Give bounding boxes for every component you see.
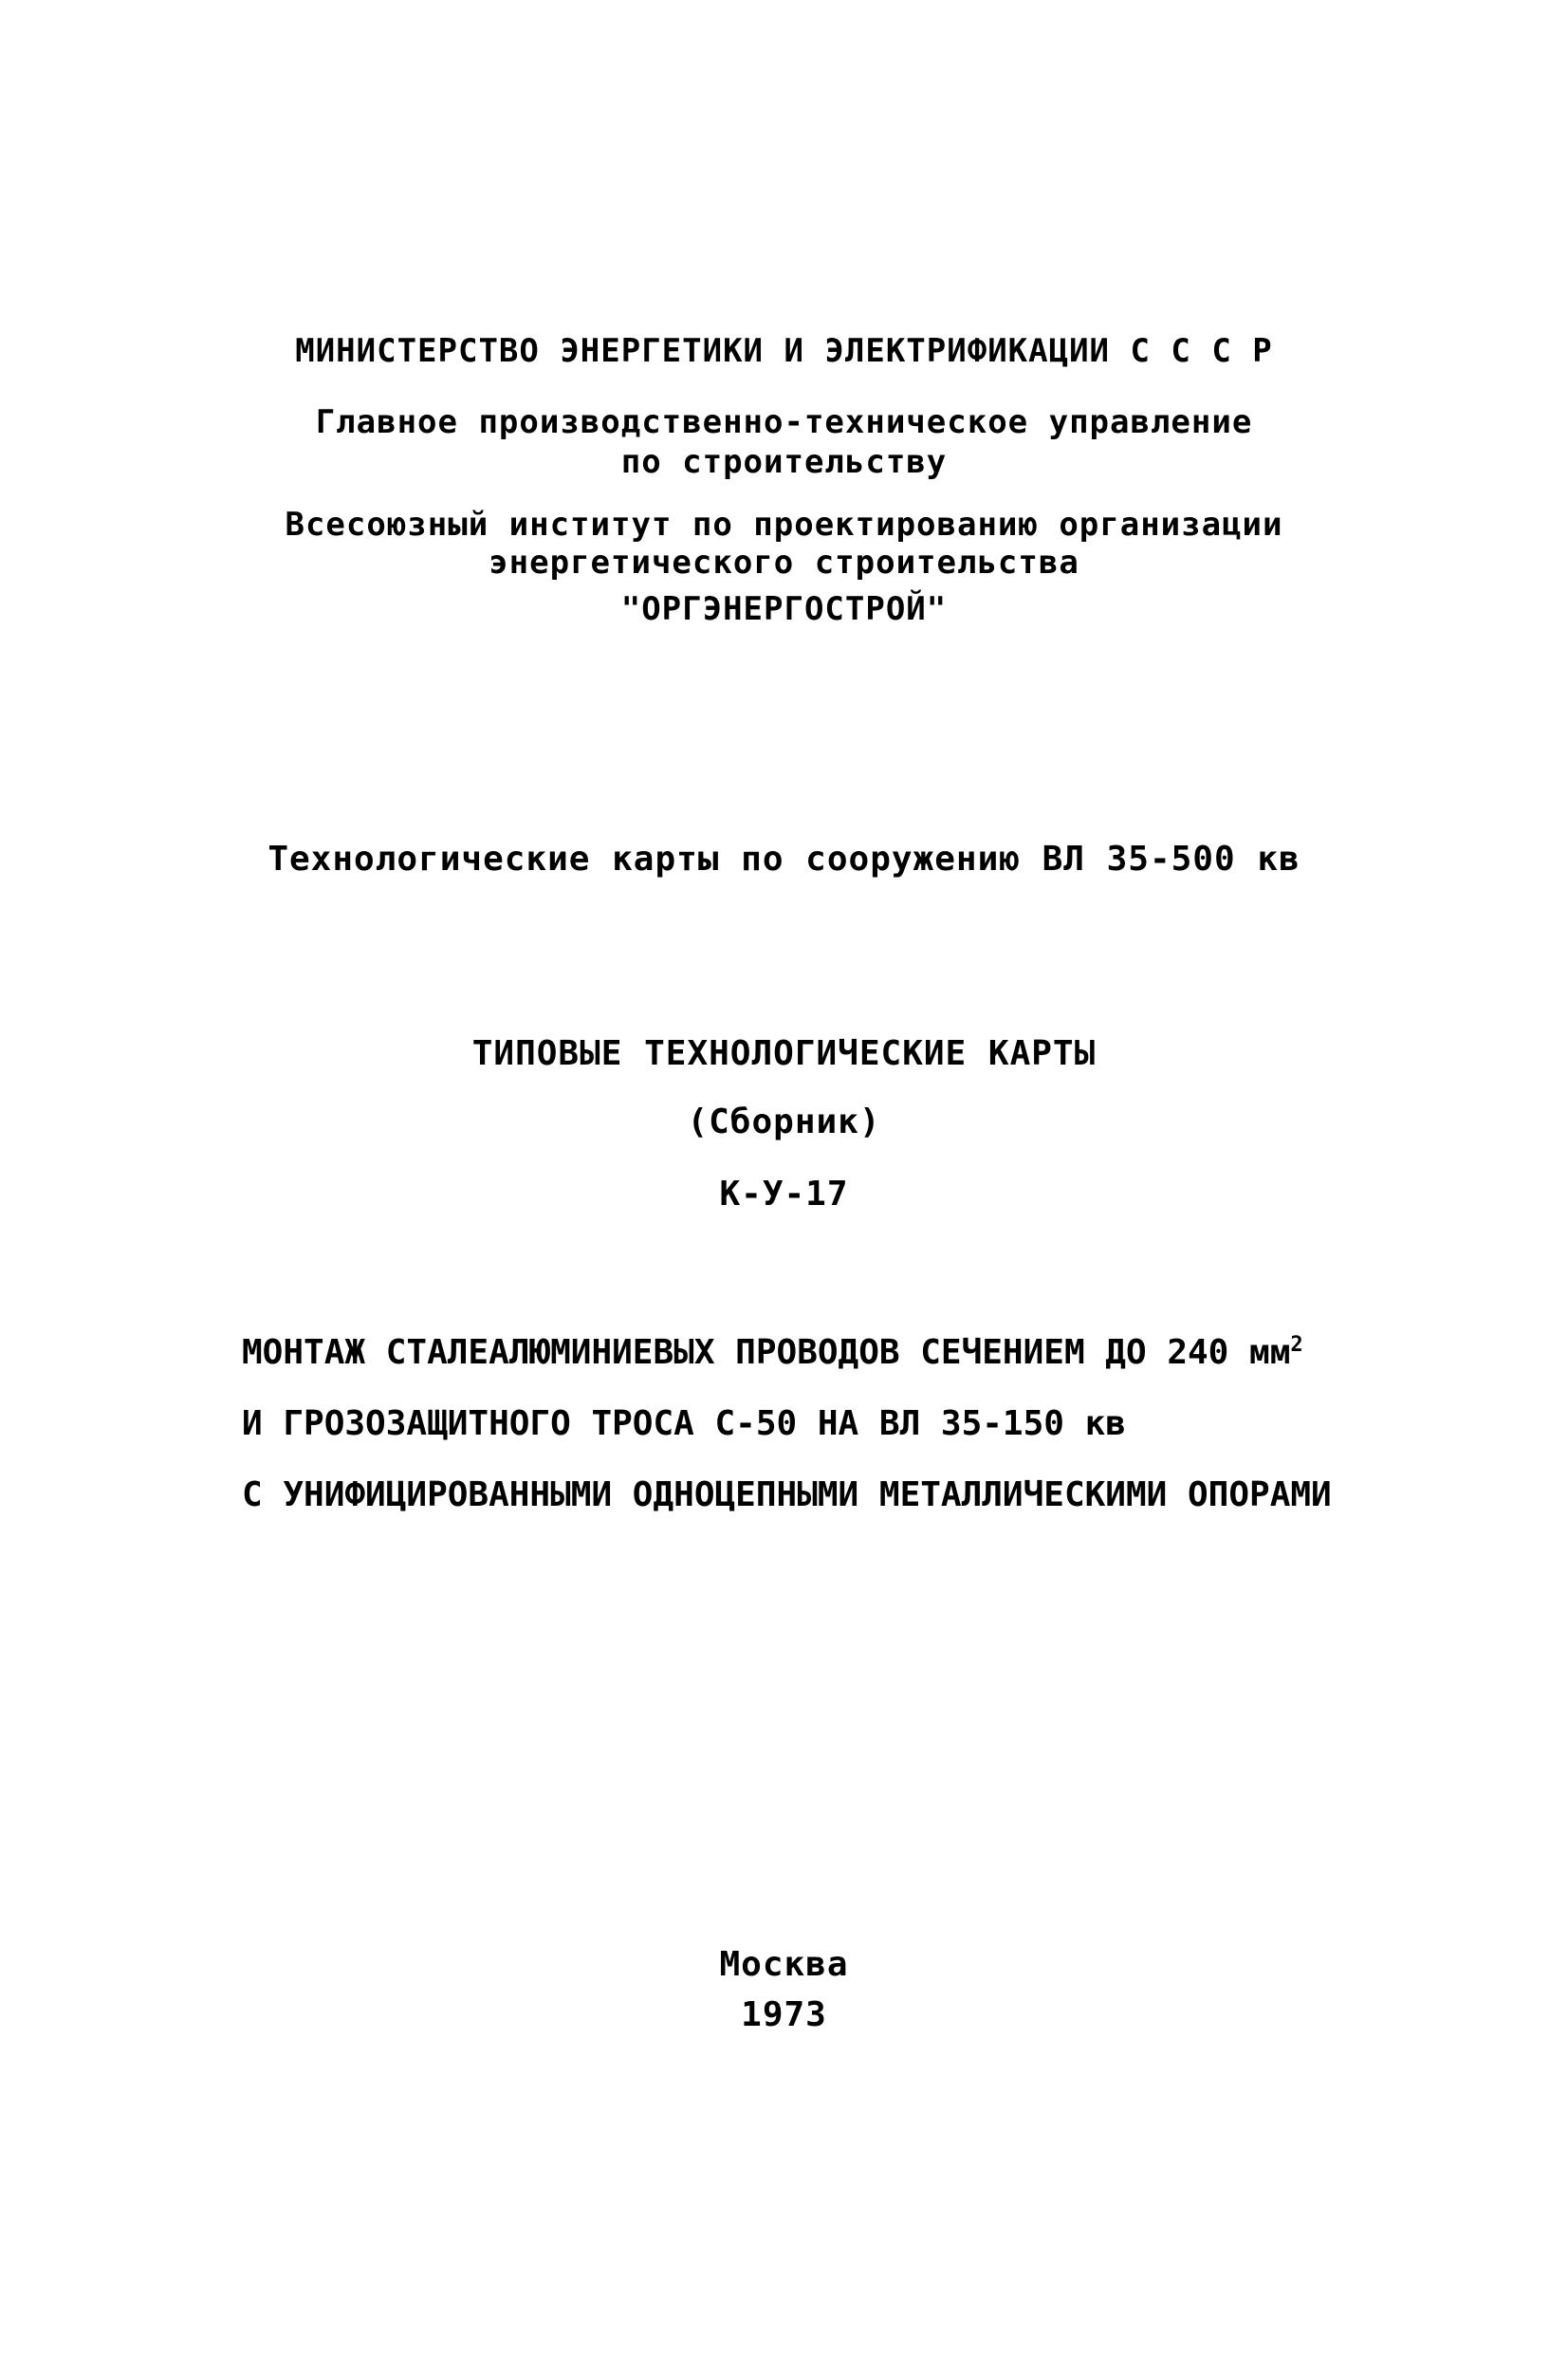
directorate-line-1: Главное производственно-техническое управление bbox=[315, 403, 1253, 441]
subject-line-1-text: МОНТАЖ СТАЛЕАЛЮМИНИЕВЫХ ПРОВОДОВ СЕЧЕНИЕМ ДО 240 мм bbox=[242, 1333, 1291, 1372]
subject-line-2: И ГРОЗОЗАЩИТНОГО ТРОСА С-50 НА ВЛ 35-150 кв bbox=[242, 1404, 1126, 1443]
directorate-line-2: по строительству bbox=[620, 443, 948, 481]
series-title: Технологические карты по сооружению ВЛ 35-500 кв bbox=[267, 840, 1301, 879]
year: 1973 bbox=[741, 1995, 827, 2034]
collection-subtitle: (Сборник) bbox=[687, 1103, 881, 1141]
main-title: ТИПОВЫЕ ТЕХНОЛОГИЧЕСКИЕ КАРТЫ bbox=[471, 1034, 1097, 1073]
city: Москва bbox=[719, 1945, 849, 1984]
unit-superscript: 2 bbox=[1290, 1333, 1303, 1357]
ministry-heading: МИНИСТЕРСТВО ЭНЕРГЕТИКИ И ЭЛЕКТРИФИКАЦИИ С С С Р bbox=[295, 332, 1273, 370]
institute-name: "ОРГЭНЕРГОСТРОЙ" bbox=[620, 590, 948, 628]
subject-line-3: С УНИФИЦИРОВАННЫМИ ОДНОЦЕПНЫМИ МЕТАЛЛИЧЕСКИМИ ОПОРАМИ bbox=[242, 1475, 1332, 1514]
subject-line-1 bbox=[242, 1333, 1303, 1372]
document-code: К-У-17 bbox=[719, 1175, 849, 1214]
institute-line-2: энергетического строительства bbox=[489, 544, 1079, 582]
institute-line-1: Всесоюзный институт по проектированию организации bbox=[285, 506, 1283, 544]
